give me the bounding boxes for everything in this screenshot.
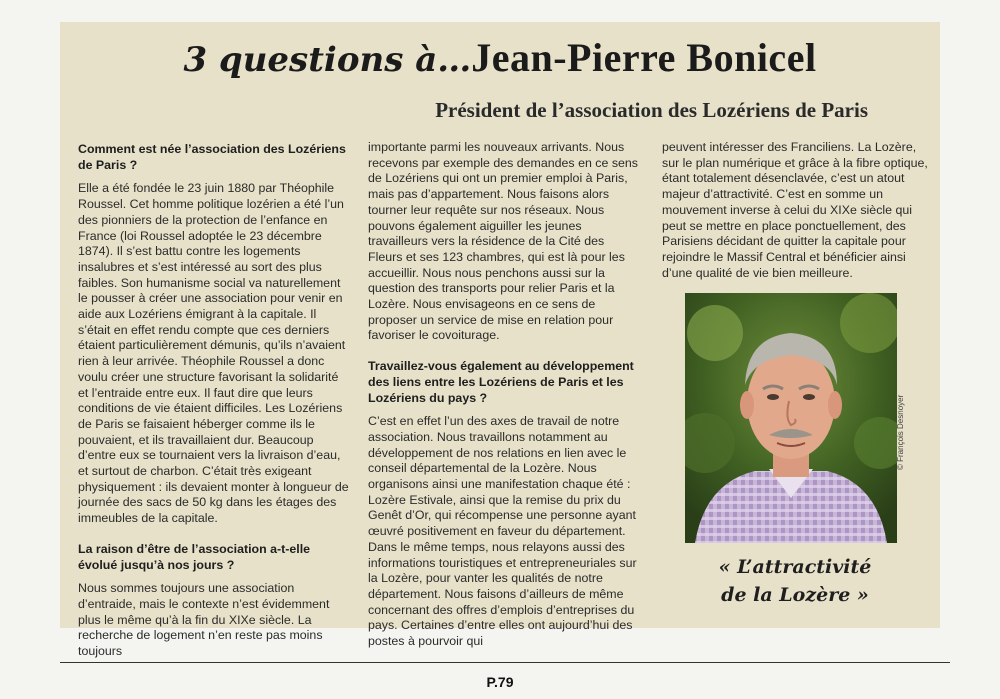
question-1: Comment est née l’association des Lozériens de Paris ?	[78, 142, 346, 172]
page-number: P.79	[486, 674, 514, 690]
answer-3-continued: peuvent intéresser des Franciliens. La Lozère, sur le plan numérique et grâce à la fibre optique, étant totalement désenclavée, c’est un atout majeur d’attractivité. C’est en somme un mouvement inverse à celui du XIXe siècle qui peut se mettre en place ponctuellement, des Parisiens décidant de quitter la capitale pour rejoindre le Massif Central et bénéficier ainsi d’une qualité de vie bien meilleure.	[662, 140, 928, 280]
article-subtitle: Président de l’association des Lozériens de Paris	[435, 98, 868, 122]
answer-3: C’est en effet l’un des axes de travail de notre association. Nous travaillons notamment au développement de nos relations en lien avec le conseil départemental de la Lozère. Nous organisons ainsi une manifestation chaque été : Lozère Estivale, ainsi que la remise du prix du Genêt d’Or, qui récompense une personne ayant œuvré positivement en faveur du département. Dans le même temps, nous relayons aussi des informations touristiques et entrepreneuriales sur la Lozère, pour vanter les qualités de notre département. Nous faisons d’ailleurs de même concernant des offres d’emplois d’entreprises du pays. Certaines d’entre elles ont aujourd’hui des postes à pourvoir qui	[368, 414, 637, 649]
portrait-photo	[685, 293, 897, 543]
title-name: Jean-Pierre Bonicel	[471, 35, 817, 80]
answer-1: Elle a été fondée le 23 juin 1880 par Théophile Roussel. Cet homme politique lozérien a été l’un des pionniers de la protection de l’enfance en France (loi Roussel adoptée le 23 décembre 1874). Il s’est battu contre les logements insalubres et s’est intéressé au sort des plus faibles. Son humanisme social va naturellement le pousser à créer une association pour venir en aide aux Lozériens émigrant à la capitale. Il s’était en effet rendu compte que ces derniers étaient particulièrement démunis, qu’ils n’avaient rien à leur arrivée. Théophile Roussel a donc voulu créer une structure favorisant la solidarité et l’entraide entre eux. Il faut dire que leurs conditions de vie étaient difficiles. Les Lozériens de Paris se faisaient héberger comme ils le pouvaient, et ils travaillaient dur. Beaucoup d’entre eux se tournaient vers la livraison d’eau, et surtout de charbon. C’était très exigeant physiquement : ils devaient monter à longueur de journée des sacs de 50 kg dans les étages des immeubles de la capitale.	[78, 181, 349, 526]
title-lead: 3 questions à…	[183, 40, 472, 80]
footer-rule	[60, 662, 950, 663]
answer-2: Nous sommes toujours une association d’entraide, mais le contexte n’est évidemment plus le même qu’à la fin du XIXe siècle. La recherche de logement n’en reste pas moins toujours	[78, 581, 330, 659]
pull-quote-line-1: « L’attractivité	[718, 556, 872, 578]
question-2: La raison d’être de l’association a-t-elle évolué jusqu’à nos jours ?	[78, 541, 311, 572]
article-title	[0, 34, 1000, 81]
pull-quote	[690, 553, 900, 609]
photo-credit: © François Desnoyer	[896, 394, 905, 470]
answer-2-continued: importante parmi les nouveaux arrivants. Nous recevons par exemple des demandes en ce sens de Lozériens qui ont un premier emploi à Paris, mais pas d’appartement. Nous faisons alors tourner leur requête sur nos réseaux. Nous pouvons également aiguiller les jeunes travailleurs vers la résidence de la Cité des Fleurs et ses 123 chambres, qui est là pour les accueillir. Nous nous penchons aussi sur la question des transports pour relier Paris et la Lozère. Nous envisageons en ce sens de proposer un service de mise en relation pour favoriser le covoiturage.	[368, 140, 638, 343]
text-column-2	[368, 140, 640, 650]
text-column-1	[78, 142, 350, 660]
question-3: Travaillez-vous également au développement des liens entre les Lozériens de Paris et les Lozériens du pays ?	[368, 359, 634, 405]
pull-quote-line-2: de la Lozère »	[721, 584, 869, 606]
text-column-3	[662, 140, 930, 281]
portrait-illustration	[685, 293, 897, 543]
